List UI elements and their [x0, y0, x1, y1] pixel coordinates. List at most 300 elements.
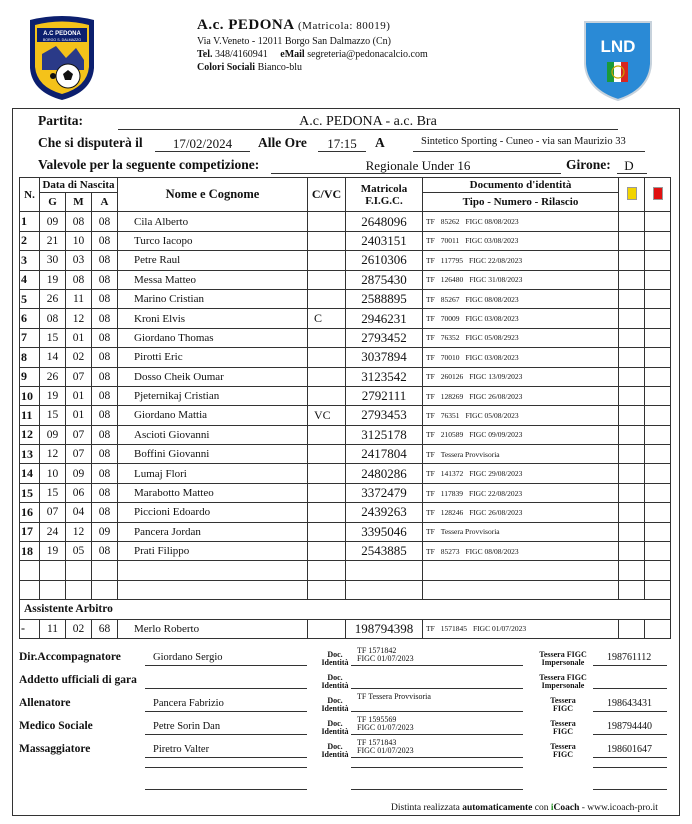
birth-day: 19	[40, 386, 66, 405]
player-name: Messa Matteo	[118, 270, 308, 289]
player-matricola: 2610306	[346, 251, 423, 270]
doc-num: 85273	[440, 546, 460, 556]
birth-year: 08	[92, 503, 118, 522]
empty-cell	[40, 561, 66, 580]
empty-row	[20, 580, 671, 599]
doc-ril: FIGC 31/08/2023	[469, 275, 523, 285]
player-role: C	[308, 309, 346, 328]
empty-cell	[308, 561, 346, 580]
birth-month: 07	[66, 367, 92, 386]
doc-t: TF	[426, 430, 435, 440]
luogo-label: A	[375, 135, 385, 150]
player-number: 1	[20, 212, 40, 231]
table-row	[20, 251, 671, 270]
doc-cell	[423, 542, 619, 561]
birth-year: 68	[92, 619, 118, 638]
birth-year: 08	[92, 309, 118, 328]
player-number: 15	[20, 483, 40, 502]
assistente-header	[20, 600, 671, 619]
player-matricola: 2875430	[346, 270, 423, 289]
birth-month: 11	[66, 289, 92, 308]
red-card-cell	[645, 386, 671, 405]
player-matricola: 2793452	[346, 328, 423, 347]
birth-year: 08	[92, 542, 118, 561]
blank-line	[145, 767, 307, 768]
official-doc: TF 1571842 FIGC 01/07/2023	[357, 646, 414, 663]
yellow-card-cell	[619, 348, 645, 367]
doc-cell	[423, 522, 619, 541]
doc-ril: FIGC 08/08/2023	[465, 294, 519, 304]
table-row	[20, 212, 671, 231]
official-name-line	[145, 688, 307, 689]
official-name: Pancera Fabrizio	[153, 698, 224, 709]
player-matricola: 3123542	[346, 367, 423, 386]
col-n: N.	[20, 178, 40, 212]
player-role	[308, 483, 346, 502]
red-card-cell	[645, 231, 671, 250]
official-doc-line	[351, 734, 523, 735]
birth-month: 12	[66, 309, 92, 328]
doc-num: 128246	[440, 507, 464, 517]
red-card-cell	[645, 464, 671, 483]
red-card-cell	[645, 445, 671, 464]
club-name: A.c. PEDONA (Matricola: 80019)	[197, 17, 391, 33]
official-role: Medico Sociale	[19, 720, 93, 732]
player-role	[308, 445, 346, 464]
doc-t: TF	[426, 488, 435, 498]
doc-t: TF	[426, 372, 435, 382]
birth-day: 11	[40, 619, 66, 638]
official-name-line	[145, 734, 307, 735]
player-matricola: 2588895	[346, 289, 423, 308]
doc-num: 70009	[440, 314, 460, 324]
birth-month: 08	[66, 212, 92, 231]
official-name-line	[145, 711, 307, 712]
doc-num: 70011	[440, 236, 460, 246]
doc-num: 70010	[440, 352, 460, 362]
doc-t: TF	[426, 333, 435, 343]
tessera-line	[593, 711, 667, 712]
doc-num: 76351	[440, 410, 460, 420]
official-doc: TF Tessera Provvisoria	[357, 692, 431, 701]
footer-credit: Distinta realizzata automaticamente con iCoach - www.icoach-pro.it	[391, 803, 658, 813]
empty-cell	[118, 580, 308, 599]
player-number: 8	[20, 348, 40, 367]
doc-ril: FIGC 05/08/2023	[465, 410, 519, 420]
table-row	[20, 289, 671, 308]
table-row	[20, 328, 671, 347]
club-logo	[26, 14, 98, 102]
birth-day: 08	[40, 309, 66, 328]
blank-line	[593, 789, 667, 790]
player-role	[308, 464, 346, 483]
birth-year: 08	[92, 270, 118, 289]
doc-t: TF	[426, 449, 435, 459]
col-cvc: C/VC	[308, 178, 346, 212]
table-row	[20, 445, 671, 464]
birth-day: 19	[40, 270, 66, 289]
player-name: Marabotto Matteo	[118, 483, 308, 502]
empty-cell	[40, 580, 66, 599]
player-matricola: 2439263	[346, 503, 423, 522]
doc-num: 117839	[440, 488, 463, 498]
empty-cell	[20, 561, 40, 580]
player-number: 2	[20, 231, 40, 250]
col-yellow	[619, 178, 645, 212]
doc-t: TF	[426, 410, 435, 420]
partita-label: Partita:	[38, 113, 83, 128]
player-matricola: 3037894	[346, 348, 423, 367]
player-number: 9	[20, 367, 40, 386]
official-doc-line	[351, 688, 523, 689]
red-card-cell	[645, 503, 671, 522]
table-row	[20, 503, 671, 522]
birth-year: 08	[92, 348, 118, 367]
yellow-card-cell	[619, 542, 645, 561]
empty-cell	[423, 580, 619, 599]
table-row	[20, 348, 671, 367]
official-name: Giordano Sergio	[153, 652, 223, 663]
match-form	[12, 108, 680, 816]
player-role	[308, 425, 346, 444]
player-role	[308, 522, 346, 541]
red-card-cell	[645, 289, 671, 308]
assistente-matricola: 198794398	[346, 619, 423, 638]
player-role: VC	[308, 406, 346, 425]
official-role: Allenatore	[19, 697, 71, 709]
doc-t: TF	[426, 624, 435, 634]
birth-day: 26	[40, 367, 66, 386]
birth-year: 08	[92, 231, 118, 250]
doc-ril: FIGC 03/08/2023	[465, 314, 519, 324]
player-name: Boffini Giovanni	[118, 445, 308, 464]
birth-year: 08	[92, 251, 118, 270]
birth-month: 06	[66, 483, 92, 502]
col-documento: Documento d'identità	[423, 178, 619, 193]
player-name: Giordano Thomas	[118, 328, 308, 347]
birth-day: 15	[40, 406, 66, 425]
birth-day: 07	[40, 503, 66, 522]
official-role: Addetto ufficiali di gara	[19, 674, 137, 686]
empty-cell	[346, 580, 423, 599]
player-name: Cila Alberto	[118, 212, 308, 231]
club-phone: 348/4160941	[214, 49, 268, 60]
doc-t: TF	[426, 527, 435, 537]
tessera-label: Tessera FIGC	[550, 719, 576, 736]
doc-ril: FIGC 01/07/2023	[473, 624, 527, 634]
birth-day: 12	[40, 445, 66, 464]
doc-cell	[423, 289, 619, 308]
birth-day: 30	[40, 251, 66, 270]
birth-day: 10	[40, 464, 66, 483]
yellow-card-cell	[619, 503, 645, 522]
blank-line	[593, 767, 667, 768]
red-card-cell	[645, 619, 671, 638]
doc-cell	[423, 464, 619, 483]
doc-t: TF	[426, 352, 435, 362]
doc-t: TF	[426, 546, 435, 556]
empty-cell	[423, 561, 619, 580]
doc-num: 126480	[440, 275, 464, 285]
doc-ril: FIGC 26/08/2023	[469, 391, 523, 401]
yellow-card-cell	[619, 231, 645, 250]
yellow-card-icon	[627, 187, 637, 200]
doc-label: Doc. Identità	[321, 673, 349, 690]
club-colors: Colori Sociali Bianco-blu	[197, 62, 302, 73]
player-name: Giordano Mattia	[118, 406, 308, 425]
doc-ril: FIGC 09/09/2023	[469, 430, 523, 440]
doc-ril: FIGC 08/08/2023	[465, 217, 519, 227]
competizione-label: Valevole per la seguente competizione:	[38, 157, 260, 172]
player-name: Marino Cristian	[118, 289, 308, 308]
table-row	[20, 542, 671, 561]
player-name: Pirotti Eric	[118, 348, 308, 367]
official-doc: TF 1571843 FIGC 01/07/2023	[357, 738, 414, 755]
lnd-logo-text: LND	[600, 37, 636, 56]
doc-cell	[423, 309, 619, 328]
doc-label: Doc. Identità	[321, 696, 349, 713]
red-card-cell	[645, 542, 671, 561]
doc-cell	[423, 425, 619, 444]
doc-cell	[423, 231, 619, 250]
red-card-cell	[645, 212, 671, 231]
doc-cell	[423, 212, 619, 231]
empty-cell	[20, 580, 40, 599]
table-row	[20, 386, 671, 405]
player-role	[308, 251, 346, 270]
birth-month: 01	[66, 406, 92, 425]
club-email: segreteria@pedonacalcio.com	[307, 49, 428, 60]
doc-ril: FIGC 26/08/2023	[469, 507, 523, 517]
doc-num: 85267	[440, 294, 460, 304]
col-nome: Nome e Cognome	[118, 178, 308, 212]
girone-label: Girone:	[566, 157, 611, 172]
player-name: Piccioni Edoardo	[118, 503, 308, 522]
player-number: 6	[20, 309, 40, 328]
player-name: Turco Iacopo	[118, 231, 308, 250]
official-doc-line	[351, 711, 523, 712]
red-card-cell	[645, 309, 671, 328]
doc-t: TF	[426, 275, 435, 285]
empty-row	[20, 561, 671, 580]
empty-cell	[92, 561, 118, 580]
doc-cell	[423, 445, 619, 464]
birth-day: 19	[40, 542, 66, 561]
assistente-number: -	[20, 619, 40, 638]
tessera-value: 198761112	[607, 652, 652, 663]
club-contacts: Tel. 348/4160941 eMail segreteria@pedonacalcio.com	[197, 49, 428, 60]
player-name: Lumaj Flori	[118, 464, 308, 483]
player-role	[308, 289, 346, 308]
birth-month: 07	[66, 445, 92, 464]
player-number: 17	[20, 522, 40, 541]
table-row	[20, 522, 671, 541]
empty-cell	[619, 561, 645, 580]
birth-month: 07	[66, 425, 92, 444]
official-name: Petre Sorin Dan	[153, 721, 221, 732]
doc-cell	[423, 270, 619, 289]
blank-line	[351, 767, 523, 768]
yellow-card-cell	[619, 270, 645, 289]
doc-cell	[423, 251, 619, 270]
player-number: 16	[20, 503, 40, 522]
birth-year: 08	[92, 328, 118, 347]
tessera-label: Tessera FIGC Impersonale	[539, 650, 587, 667]
luogo-value: Sintetico Sporting - Cuneo - via san Maurizio 33	[421, 136, 626, 147]
birth-month: 01	[66, 386, 92, 405]
assistente-label: Assistente Arbitro	[20, 600, 671, 619]
doc-ril: FIGC 03/08/2023	[465, 236, 519, 246]
birth-year: 09	[92, 522, 118, 541]
yellow-card-cell	[619, 619, 645, 638]
col-m: M	[66, 193, 92, 212]
player-matricola: 2403151	[346, 231, 423, 250]
player-role	[308, 328, 346, 347]
doc-label: Doc. Identità	[321, 719, 349, 736]
doc-cell	[423, 483, 619, 502]
doc-num: 260126	[440, 372, 464, 382]
doc-num: 210589	[440, 430, 464, 440]
doc-num: 128269	[440, 391, 464, 401]
yellow-card-cell	[619, 425, 645, 444]
doc-cell	[423, 348, 619, 367]
player-matricola: 2417804	[346, 445, 423, 464]
table-row	[20, 309, 671, 328]
blank-line	[351, 789, 523, 790]
birth-month: 03	[66, 251, 92, 270]
doc-num: Tessera Provvisoria	[440, 527, 500, 537]
birth-month: 12	[66, 522, 92, 541]
doc-t: TF	[426, 469, 435, 479]
birth-day: 09	[40, 425, 66, 444]
birth-day: 15	[40, 328, 66, 347]
birth-month: 02	[66, 348, 92, 367]
player-matricola: 2543885	[346, 542, 423, 561]
table-row	[20, 270, 671, 289]
player-name: Petre Raul	[118, 251, 308, 270]
official-doc-line	[351, 757, 523, 758]
doc-cell	[423, 367, 619, 386]
yellow-card-cell	[619, 445, 645, 464]
doc-cell	[423, 328, 619, 347]
tessera-label: Tessera FIGC	[550, 742, 576, 759]
birth-month: 10	[66, 231, 92, 250]
birth-year: 08	[92, 212, 118, 231]
club-matricola: (Matricola: 80019)	[298, 20, 391, 32]
doc-t: TF	[426, 507, 435, 517]
birth-year: 08	[92, 386, 118, 405]
player-name: Kroni Elvis	[118, 309, 308, 328]
empty-cell	[645, 580, 671, 599]
player-matricola: 2793453	[346, 406, 423, 425]
players-table	[19, 177, 671, 639]
player-name: Prati Filippo	[118, 542, 308, 561]
doc-num: 85262	[440, 217, 460, 227]
red-card-cell	[645, 522, 671, 541]
doc-ril: FIGC 03/08/2023	[465, 352, 519, 362]
tessera-value: 198794440	[607, 721, 652, 732]
player-name: Dosso Cheik Oumar	[118, 367, 308, 386]
player-matricola: 2792111	[346, 386, 423, 405]
doc-ril: FIGC 05/08/2923	[465, 333, 519, 343]
doc-t: TF	[426, 314, 435, 324]
player-name: Ascioti Giovanni	[118, 425, 308, 444]
table-row	[20, 406, 671, 425]
player-name: Pjeternikaj Cristian	[118, 386, 308, 405]
birth-month: 02	[66, 619, 92, 638]
birth-month: 05	[66, 542, 92, 561]
doc-t: TF	[426, 294, 435, 304]
player-number: 14	[20, 464, 40, 483]
official-role: Dir.Accompagnatore	[19, 651, 121, 663]
red-card-cell	[645, 348, 671, 367]
table-row	[20, 425, 671, 444]
doc-num: 1571845	[440, 624, 468, 634]
yellow-card-cell	[619, 251, 645, 270]
birth-day: 21	[40, 231, 66, 250]
birth-month: 01	[66, 328, 92, 347]
official-role: Massaggiatore	[19, 743, 91, 755]
tessera-label: Tessera FIGC Impersonale	[539, 673, 587, 690]
data-label: Che si disputerà il	[38, 135, 143, 150]
empty-cell	[118, 561, 308, 580]
doc-ril: FIGC 22/08/2023	[469, 488, 523, 498]
birth-year: 08	[92, 483, 118, 502]
birth-day: 09	[40, 212, 66, 231]
player-role	[308, 270, 346, 289]
birth-month: 08	[66, 270, 92, 289]
ore-label: Alle Ore	[258, 135, 307, 150]
yellow-card-cell	[619, 309, 645, 328]
assistente-name: Merlo Roberto	[118, 619, 308, 638]
birth-year: 08	[92, 445, 118, 464]
red-card-cell	[645, 367, 671, 386]
tessera-line	[593, 734, 667, 735]
empty-cell	[92, 580, 118, 599]
yellow-card-cell	[619, 367, 645, 386]
doc-num: Tessera Provvisoria	[440, 449, 500, 459]
doc-ril: FIGC 22/08/2023	[469, 255, 523, 265]
tessera-line	[593, 757, 667, 758]
doc-cell	[423, 386, 619, 405]
official-name-line	[145, 665, 307, 666]
player-matricola: 2648096	[346, 212, 423, 231]
table-row	[20, 367, 671, 386]
empty-cell	[619, 580, 645, 599]
yellow-card-cell	[619, 386, 645, 405]
partita-value: A.c. PEDONA - a.c. Bra	[299, 114, 437, 129]
col-g: G	[40, 193, 66, 212]
col-red	[645, 178, 671, 212]
doc-t: TF	[426, 236, 435, 246]
empty-cell	[308, 580, 346, 599]
player-matricola: 3372479	[346, 483, 423, 502]
doc-cell	[423, 503, 619, 522]
player-number: 3	[20, 251, 40, 270]
player-matricola: 2480286	[346, 464, 423, 483]
birth-year: 08	[92, 289, 118, 308]
player-role	[308, 386, 346, 405]
tessera-value: 198643431	[607, 698, 652, 709]
player-number: 13	[20, 445, 40, 464]
player-role	[308, 212, 346, 231]
doc-ril: FIGC 08/08/2023	[465, 546, 519, 556]
player-number: 5	[20, 289, 40, 308]
birth-day: 26	[40, 289, 66, 308]
doc-cell	[423, 619, 619, 638]
data-value: 17/02/2024	[172, 136, 233, 151]
player-number: 4	[20, 270, 40, 289]
